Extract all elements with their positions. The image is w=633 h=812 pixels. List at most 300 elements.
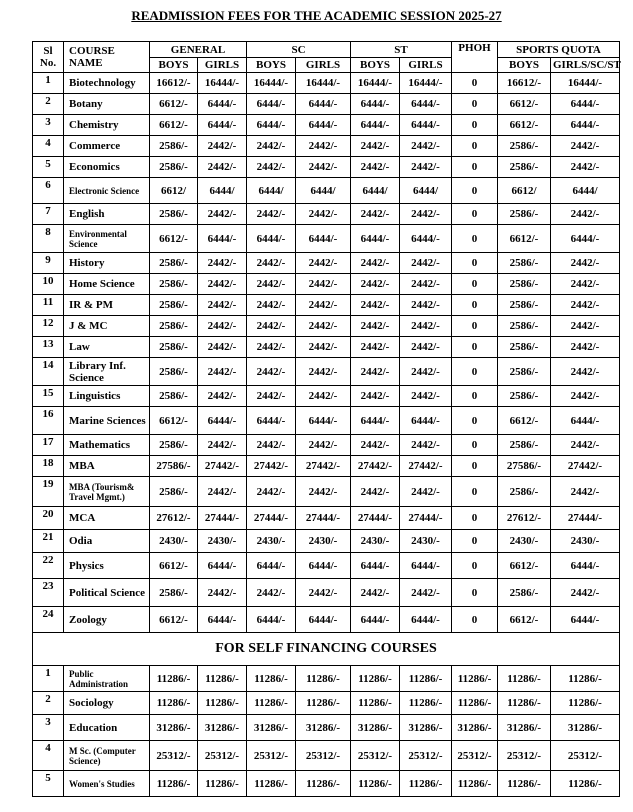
fee-cell-st-g: 2442/- <box>400 316 452 337</box>
fee-cell-sq-g: 11286/- <box>551 692 620 715</box>
table-row <box>33 553 620 579</box>
row-sl-no: 6 <box>33 178 64 204</box>
fee-cell-sc-b: 27442/- <box>247 456 296 477</box>
fee-cell-phoh: 0 <box>452 507 498 530</box>
fee-cell-sq-g: 2442/- <box>551 316 620 337</box>
fee-cell-st-g: 2430/- <box>400 530 452 553</box>
fee-cell-sc-b: 6444/- <box>247 407 296 435</box>
fee-cell-st-g: 2442/- <box>400 295 452 316</box>
table-row <box>33 741 620 771</box>
fee-cell-sc-b: 2442/- <box>247 358 296 386</box>
row-course-name: Library Inf. Science <box>64 358 150 386</box>
fee-cell-gen-b: 2586/- <box>150 274 198 295</box>
fee-cell-st-g: 6444/- <box>400 115 452 136</box>
fee-cell-sq-b: 6612/- <box>498 225 551 253</box>
fee-cell-sq-g: 2442/- <box>551 386 620 407</box>
fee-cell-st-g: 6444/ <box>400 178 452 204</box>
fee-cell-st-b: 2442/- <box>351 316 400 337</box>
row-course-name: IR & PM <box>64 295 150 316</box>
fee-cell-phoh: 11286/- <box>452 692 498 715</box>
fee-cell-gen-g: 2442/- <box>198 579 247 607</box>
header-general: GENERAL <box>150 42 247 58</box>
fee-cell-phoh: 31286/- <box>452 715 498 741</box>
fee-cell-gen-g: 2442/- <box>198 136 247 157</box>
row-course-name: Odia <box>64 530 150 553</box>
fee-cell-sq-g: 11286/- <box>551 771 620 797</box>
table-row <box>33 407 620 435</box>
fee-cell-gen-b: 2586/- <box>150 204 198 225</box>
fee-cell-st-g: 2442/- <box>400 386 452 407</box>
fee-cell-sq-b: 2586/- <box>498 316 551 337</box>
fee-cell-gen-g: 2442/- <box>198 358 247 386</box>
fee-cell-st-g: 11286/- <box>400 666 452 692</box>
fee-cell-sc-g: 11286/- <box>296 666 351 692</box>
fee-cell-gen-b: 2586/- <box>150 136 198 157</box>
fee-cell-sq-b: 11286/- <box>498 666 551 692</box>
fee-cell-phoh: 0 <box>452 253 498 274</box>
row-sl-no: 20 <box>33 507 64 530</box>
fee-cell-sc-b: 31286/- <box>247 715 296 741</box>
row-sl-no: 15 <box>33 386 64 407</box>
fee-cell-sq-g: 2442/- <box>551 253 620 274</box>
fee-cell-sc-g: 11286/- <box>296 771 351 797</box>
fee-cell-sq-g: 31286/- <box>551 715 620 741</box>
fee-cell-sq-g: 2442/- <box>551 204 620 225</box>
fee-cell-gen-b: 6612/ <box>150 178 198 204</box>
fee-cell-gen-b: 2586/- <box>150 477 198 507</box>
fee-cell-sq-b: 2586/- <box>498 477 551 507</box>
fee-cell-sc-g: 2442/- <box>296 274 351 295</box>
row-sl-no: 1 <box>33 666 64 692</box>
fee-cell-sc-b: 2442/- <box>247 136 296 157</box>
fee-cell-gen-b: 2586/- <box>150 316 198 337</box>
fee-cell-st-b: 6444/- <box>351 94 400 115</box>
table-row <box>33 507 620 530</box>
fee-cell-sq-g: 11286/- <box>551 666 620 692</box>
fee-cell-gen-g: 16444/- <box>198 73 247 94</box>
header-st-girls: GIRLS <box>400 58 452 73</box>
fee-cell-st-g: 2442/- <box>400 274 452 295</box>
table-row <box>33 115 620 136</box>
fee-cell-sc-g: 2442/- <box>296 253 351 274</box>
fee-cell-phoh: 0 <box>452 607 498 633</box>
fee-cell-sq-g: 6444/- <box>551 553 620 579</box>
fee-cell-gen-g: 2430/- <box>198 530 247 553</box>
fee-cell-st-b: 11286/- <box>351 692 400 715</box>
fee-cell-gen-g: 6444/ <box>198 178 247 204</box>
header-sc-girls: GIRLS <box>296 58 351 73</box>
fee-cell-phoh: 0 <box>452 435 498 456</box>
fee-cell-gen-g: 25312/- <box>198 741 247 771</box>
table-row <box>33 157 620 178</box>
fee-cell-sc-b: 2442/- <box>247 435 296 456</box>
fee-cell-gen-g: 6444/- <box>198 407 247 435</box>
fee-cell-sq-b: 2586/- <box>498 157 551 178</box>
fee-cell-phoh: 0 <box>452 358 498 386</box>
fees-table <box>32 41 620 797</box>
fee-cell-sq-b: 2586/- <box>498 295 551 316</box>
fee-cell-phoh: 0 <box>452 73 498 94</box>
fee-cell-st-b: 31286/- <box>351 715 400 741</box>
fee-cell-phoh: 0 <box>452 157 498 178</box>
row-course-name: Mathematics <box>64 435 150 456</box>
fee-cell-sq-b: 6612/- <box>498 553 551 579</box>
fee-cell-gen-b: 2586/- <box>150 358 198 386</box>
row-course-name: Public Administration <box>64 666 150 692</box>
fee-cell-sq-b: 2586/- <box>498 435 551 456</box>
fee-cell-sq-g: 27442/- <box>551 456 620 477</box>
row-course-name: Electronic Science <box>64 178 150 204</box>
row-sl-no: 3 <box>33 715 64 741</box>
row-sl-no: 9 <box>33 253 64 274</box>
regular-courses <box>33 73 620 633</box>
row-course-name: MBA <box>64 456 150 477</box>
fee-cell-st-b: 2442/- <box>351 337 400 358</box>
self-financing-section <box>33 633 620 666</box>
fee-cell-sq-b: 2586/- <box>498 358 551 386</box>
table-row <box>33 94 620 115</box>
fee-cell-gen-b: 6612/- <box>150 225 198 253</box>
fee-cell-sq-b: 6612/- <box>498 407 551 435</box>
fee-cell-gen-b: 11286/- <box>150 771 198 797</box>
fee-cell-gen-g: 11286/- <box>198 692 247 715</box>
fee-cell-sc-g: 2442/- <box>296 435 351 456</box>
fee-cell-gen-g: 31286/- <box>198 715 247 741</box>
fee-cell-st-g: 2442/- <box>400 157 452 178</box>
row-course-name: Education <box>64 715 150 741</box>
fee-cell-st-b: 2442/- <box>351 477 400 507</box>
row-course-name: Women's Studies <box>64 771 150 797</box>
table-row <box>33 666 620 692</box>
header-sl: Sl No. <box>33 42 64 73</box>
row-course-name: M Sc. (Computer Science) <box>64 741 150 771</box>
row-sl-no: 4 <box>33 136 64 157</box>
fee-cell-st-b: 2442/- <box>351 386 400 407</box>
fee-cell-sc-g: 2442/- <box>296 579 351 607</box>
fee-cell-sq-b: 2586/- <box>498 579 551 607</box>
fee-cell-sc-g: 6444/- <box>296 94 351 115</box>
fee-cell-st-g: 6444/- <box>400 225 452 253</box>
row-sl-no: 14 <box>33 358 64 386</box>
fee-cell-sq-b: 2430/- <box>498 530 551 553</box>
fee-cell-gen-b: 6612/- <box>150 607 198 633</box>
row-sl-no: 21 <box>33 530 64 553</box>
fee-cell-phoh: 0 <box>452 295 498 316</box>
fee-cell-sq-b: 11286/- <box>498 692 551 715</box>
header-sports-boys: BOYS <box>498 58 551 73</box>
fee-cell-st-b: 2430/- <box>351 530 400 553</box>
fee-cell-st-g: 11286/- <box>400 692 452 715</box>
fee-cell-gen-b: 2586/- <box>150 435 198 456</box>
table-row <box>33 435 620 456</box>
fee-cell-sq-b: 11286/- <box>498 771 551 797</box>
fee-cell-sc-b: 2442/- <box>247 253 296 274</box>
row-sl-no: 13 <box>33 337 64 358</box>
fee-cell-gen-g: 2442/- <box>198 316 247 337</box>
fee-cell-sc-b: 27444/- <box>247 507 296 530</box>
row-course-name: Botany <box>64 94 150 115</box>
fee-cell-gen-g: 6444/- <box>198 607 247 633</box>
fee-cell-st-g: 25312/- <box>400 741 452 771</box>
fee-cell-sq-g: 6444/- <box>551 407 620 435</box>
fee-cell-phoh: 0 <box>452 456 498 477</box>
row-sl-no: 5 <box>33 771 64 797</box>
fee-cell-st-b: 2442/- <box>351 358 400 386</box>
fee-cell-gen-b: 16612/- <box>150 73 198 94</box>
fee-cell-phoh: 11286/- <box>452 666 498 692</box>
fee-cell-st-b: 2442/- <box>351 136 400 157</box>
row-sl-no: 17 <box>33 435 64 456</box>
row-sl-no: 11 <box>33 295 64 316</box>
fee-cell-sc-b: 2442/- <box>247 386 296 407</box>
table-row <box>33 136 620 157</box>
row-sl-no: 1 <box>33 73 64 94</box>
fee-cell-phoh: 0 <box>452 274 498 295</box>
fee-cell-gen-b: 31286/- <box>150 715 198 741</box>
row-course-name: MCA <box>64 507 150 530</box>
fee-cell-sc-g: 6444/- <box>296 607 351 633</box>
header-sports-girls: GIRLS/SC/ST <box>551 58 620 73</box>
fee-cell-phoh: 0 <box>452 204 498 225</box>
fee-cell-phoh: 0 <box>452 477 498 507</box>
fee-cell-sc-g: 6444/ <box>296 178 351 204</box>
fee-cell-sq-b: 2586/- <box>498 204 551 225</box>
row-course-name: English <box>64 204 150 225</box>
fee-cell-phoh: 0 <box>452 407 498 435</box>
fee-cell-sc-g: 2442/- <box>296 157 351 178</box>
row-sl-no: 5 <box>33 157 64 178</box>
fee-cell-sc-g: 2430/- <box>296 530 351 553</box>
fee-cell-sc-g: 25312/- <box>296 741 351 771</box>
fee-cell-sq-b: 27612/- <box>498 507 551 530</box>
fee-cell-gen-b: 2586/- <box>150 253 198 274</box>
fee-cell-sq-g: 2442/- <box>551 136 620 157</box>
table-row <box>33 530 620 553</box>
fee-cell-gen-b: 27612/- <box>150 507 198 530</box>
fee-cell-sq-g: 16444/- <box>551 73 620 94</box>
fee-cell-sq-b: 2586/- <box>498 337 551 358</box>
fee-cell-gen-b: 11286/- <box>150 666 198 692</box>
fee-cell-sc-b: 2442/- <box>247 204 296 225</box>
fee-cell-phoh: 0 <box>452 316 498 337</box>
fee-cell-phoh: 0 <box>452 136 498 157</box>
fee-cell-st-g: 2442/- <box>400 358 452 386</box>
fee-cell-gen-g: 2442/- <box>198 274 247 295</box>
fee-cell-sc-b: 6444/- <box>247 94 296 115</box>
row-course-name: Law <box>64 337 150 358</box>
fee-cell-sc-g: 6444/- <box>296 115 351 136</box>
fee-cell-st-b: 2442/- <box>351 204 400 225</box>
table-row <box>33 579 620 607</box>
fee-cell-st-b: 6444/- <box>351 607 400 633</box>
fee-cell-gen-b: 2586/- <box>150 295 198 316</box>
fee-cell-st-g: 27444/- <box>400 507 452 530</box>
fee-cell-sq-g: 2442/- <box>551 477 620 507</box>
table-row <box>33 253 620 274</box>
table-row <box>33 386 620 407</box>
fee-cell-sc-b: 6444/- <box>247 553 296 579</box>
row-course-name: MBA (Tourism& Travel Mgmt.) <box>64 477 150 507</box>
fee-cell-phoh: 25312/- <box>452 741 498 771</box>
fee-cell-gen-g: 2442/- <box>198 386 247 407</box>
fee-cell-st-g: 6444/- <box>400 553 452 579</box>
fee-cell-sq-b: 2586/- <box>498 386 551 407</box>
fee-cell-gen-g: 6444/- <box>198 553 247 579</box>
fee-cell-gen-b: 2586/- <box>150 579 198 607</box>
fee-cell-gen-g: 27442/- <box>198 456 247 477</box>
fee-cell-st-b: 2442/- <box>351 295 400 316</box>
row-sl-no: 16 <box>33 407 64 435</box>
header-sc-boys: BOYS <box>247 58 296 73</box>
fee-cell-sc-g: 31286/- <box>296 715 351 741</box>
fee-cell-sq-g: 2442/- <box>551 295 620 316</box>
fee-cell-phoh: 0 <box>452 94 498 115</box>
header-general-girls: GIRLS <box>198 58 247 73</box>
header-sc: SC <box>247 42 351 58</box>
fee-cell-sq-g: 6444/- <box>551 94 620 115</box>
fee-cell-gen-g: 2442/- <box>198 295 247 316</box>
row-course-name: History <box>64 253 150 274</box>
fee-cell-gen-g: 2442/- <box>198 157 247 178</box>
fee-cell-st-g: 2442/- <box>400 136 452 157</box>
fee-cell-gen-g: 6444/- <box>198 115 247 136</box>
fee-cell-sq-b: 16612/- <box>498 73 551 94</box>
fee-cell-st-b: 11286/- <box>351 771 400 797</box>
row-sl-no: 10 <box>33 274 64 295</box>
header-sports-quota: SPORTS QUOTA <box>498 42 620 58</box>
fee-cell-st-b: 25312/- <box>351 741 400 771</box>
fee-cell-gen-b: 2586/- <box>150 386 198 407</box>
fee-cell-gen-b: 11286/- <box>150 692 198 715</box>
fee-cell-sc-b: 6444/- <box>247 115 296 136</box>
fee-cell-st-b: 6444/ <box>351 178 400 204</box>
fee-cell-phoh: 0 <box>452 553 498 579</box>
row-course-name: Environmental Science <box>64 225 150 253</box>
fee-cell-phoh: 0 <box>452 225 498 253</box>
fee-cell-phoh: 0 <box>452 579 498 607</box>
document-title: READMISSION FEES FOR THE ACADEMIC SESSION 2025-27 <box>131 8 502 23</box>
header-phoh: PHOH <box>452 42 498 73</box>
fee-cell-sq-g: 2442/- <box>551 358 620 386</box>
fee-cell-sc-b: 11286/- <box>247 692 296 715</box>
fee-cell-sc-g: 2442/- <box>296 386 351 407</box>
fee-cell-st-g: 6444/- <box>400 607 452 633</box>
fee-cell-sc-b: 11286/- <box>247 666 296 692</box>
fee-cell-sq-g: 25312/- <box>551 741 620 771</box>
row-sl-no: 18 <box>33 456 64 477</box>
fee-cell-st-g: 2442/- <box>400 204 452 225</box>
fee-cell-st-b: 11286/- <box>351 666 400 692</box>
row-sl-no: 24 <box>33 607 64 633</box>
fee-cell-gen-b: 6612/- <box>150 553 198 579</box>
table-row <box>33 225 620 253</box>
fee-cell-sc-g: 27442/- <box>296 456 351 477</box>
fee-cell-sq-b: 31286/- <box>498 715 551 741</box>
fee-cell-sc-b: 2442/- <box>247 157 296 178</box>
fee-cell-sc-g: 2442/- <box>296 204 351 225</box>
table-row <box>33 771 620 797</box>
fee-cell-sc-b: 6444/ <box>247 178 296 204</box>
fee-cell-st-b: 6444/- <box>351 407 400 435</box>
fee-cell-sq-g: 2442/- <box>551 274 620 295</box>
table-row <box>33 358 620 386</box>
row-course-name: Sociology <box>64 692 150 715</box>
fee-cell-sq-g: 6444/ <box>551 178 620 204</box>
fee-cell-st-b: 6444/- <box>351 225 400 253</box>
fee-cell-sc-g: 2442/- <box>296 316 351 337</box>
fee-cell-sc-b: 11286/- <box>247 771 296 797</box>
table-row <box>33 295 620 316</box>
fee-cell-st-b: 27442/- <box>351 456 400 477</box>
fee-cell-sc-b: 2442/- <box>247 579 296 607</box>
table-row <box>33 204 620 225</box>
fee-cell-gen-g: 2442/- <box>198 204 247 225</box>
fee-cell-gen-b: 6612/- <box>150 115 198 136</box>
self-financing-heading: FOR SELF FINANCING COURSES <box>33 633 620 666</box>
fee-cell-sc-g: 2442/- <box>296 136 351 157</box>
fee-cell-sc-b: 6444/- <box>247 607 296 633</box>
fee-cell-st-b: 2442/- <box>351 435 400 456</box>
table-row <box>33 715 620 741</box>
row-sl-no: 19 <box>33 477 64 507</box>
fee-cell-gen-g: 6444/- <box>198 94 247 115</box>
table-row <box>33 274 620 295</box>
fee-cell-sc-b: 6444/- <box>247 225 296 253</box>
fee-cell-gen-g: 27444/- <box>198 507 247 530</box>
table-row <box>33 73 620 94</box>
row-sl-no: 2 <box>33 692 64 715</box>
fee-cell-sc-b: 2442/- <box>247 477 296 507</box>
fee-cell-gen-g: 2442/- <box>198 337 247 358</box>
fee-cell-gen-g: 2442/- <box>198 435 247 456</box>
row-sl-no: 7 <box>33 204 64 225</box>
row-sl-no: 12 <box>33 316 64 337</box>
fee-cell-gen-g: 2442/- <box>198 253 247 274</box>
row-course-name: Linguistics <box>64 386 150 407</box>
fee-cell-st-b: 2442/- <box>351 274 400 295</box>
table-row <box>33 178 620 204</box>
fee-cell-st-g: 2442/- <box>400 477 452 507</box>
row-course-name: Political Science <box>64 579 150 607</box>
row-sl-no: 3 <box>33 115 64 136</box>
fee-cell-sc-g: 11286/- <box>296 692 351 715</box>
fee-cell-st-b: 2442/- <box>351 157 400 178</box>
fee-cell-sc-b: 2430/- <box>247 530 296 553</box>
fee-cell-gen-b: 6612/- <box>150 407 198 435</box>
fee-cell-st-b: 16444/- <box>351 73 400 94</box>
fee-cell-st-g: 6444/- <box>400 407 452 435</box>
fee-cell-gen-b: 2430/- <box>150 530 198 553</box>
fee-cell-phoh: 0 <box>452 115 498 136</box>
fee-cell-sc-b: 2442/- <box>247 295 296 316</box>
row-course-name: J & MC <box>64 316 150 337</box>
fee-cell-sc-g: 16444/- <box>296 73 351 94</box>
table-row <box>33 692 620 715</box>
fee-cell-gen-b: 25312/- <box>150 741 198 771</box>
fee-cell-sq-b: 25312/- <box>498 741 551 771</box>
fee-cell-st-g: 6444/- <box>400 94 452 115</box>
fee-cell-gen-b: 27586/- <box>150 456 198 477</box>
fee-cell-gen-g: 11286/- <box>198 666 247 692</box>
fee-cell-sq-g: 2442/- <box>551 157 620 178</box>
fee-cell-st-g: 2442/- <box>400 435 452 456</box>
row-course-name: Home Science <box>64 274 150 295</box>
fee-cell-st-g: 2442/- <box>400 579 452 607</box>
fee-cell-gen-b: 2586/- <box>150 337 198 358</box>
table-row <box>33 477 620 507</box>
header-st: ST <box>351 42 452 58</box>
fee-cell-st-b: 6444/- <box>351 115 400 136</box>
